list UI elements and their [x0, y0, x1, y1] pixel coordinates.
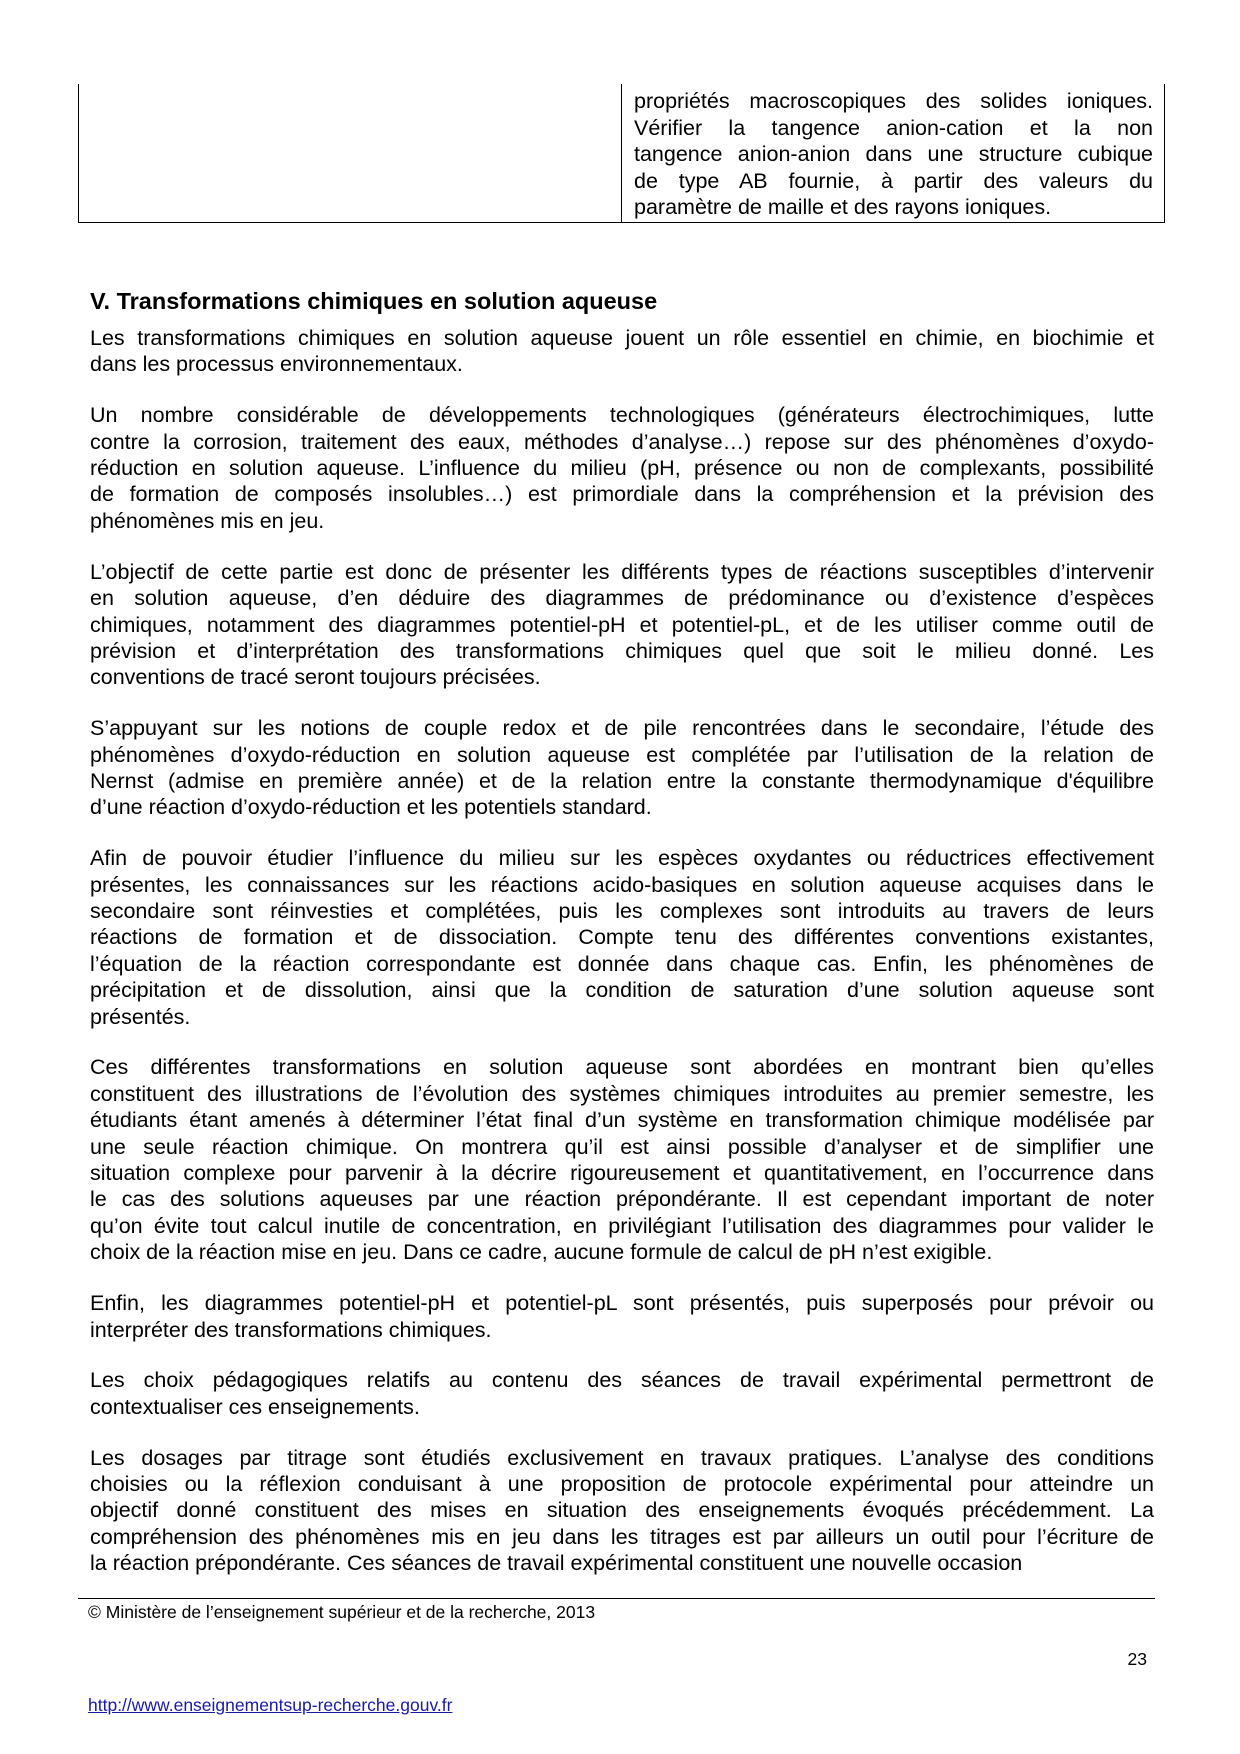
paragraph-line: phénomènes mis en jeu.: [90, 508, 325, 533]
paragraph-line: de formation de composés insolubles…) est primordiale dans la compréhension et la prévision des: [90, 482, 1154, 507]
paragraph: [90, 559, 1154, 691]
paragraph-line: l’équation de la réaction correspondante est donnée dans chaque cas. Enfin, les phénomènes de: [90, 951, 1154, 976]
table-line: propriétés macroscopiques des solides ioniques.: [634, 89, 1153, 113]
table-line: tangence anion-anion dans une structure cubique: [634, 142, 1153, 167]
paragraph-line: objectif donné constituent des mises en situation des enseignements évoqués précédemment. La: [90, 1498, 1154, 1523]
paragraph-line: Les dosages par titrage sont étudiés exclusivement en travaux pratiques. L’analyse des conditions: [90, 1445, 1154, 1470]
paragraph-line: la réaction prépondérante. Ces séances de travail expérimental constituent une nouvelle occasion: [90, 1551, 1023, 1576]
paragraph-line: constituent des illustrations de l’évolution des systèmes chimiques introduites au premier semestre, les: [90, 1081, 1154, 1106]
paragraph-line: étudiants étant amenés à déterminer l’état final d’un système en transformation chimique modélisée par: [90, 1108, 1154, 1133]
paragraph-line: Nernst (admise en première année) et de la relation entre la constante thermodynamique d'équilibre: [90, 768, 1154, 793]
page-number: 23: [1127, 1649, 1147, 1669]
footer-divider: [78, 1598, 1155, 1599]
section-body: [90, 325, 1154, 1601]
paragraph-line: phénomènes d’oxydo-réduction en solution aqueuse est complétée par l’utilisation de la relation de: [90, 742, 1154, 767]
paragraph-line: S’appuyant sur les notions de couple redox et de pile rencontrées dans le secondaire, l’étude des: [90, 716, 1154, 741]
table-cell-text: [622, 84, 1164, 222]
paragraph-line: Un nombre considérable de développements technologiques (générateurs électrochimiques, lutte: [90, 403, 1154, 428]
paragraph: [90, 1367, 1154, 1420]
paragraph: [90, 1290, 1154, 1343]
paragraph-line: Afin de pouvoir étudier l’influence du milieu sur les espèces oxydantes ou réductrices effectivement: [90, 846, 1154, 871]
paragraph: [90, 1054, 1154, 1265]
paragraph-line: réactions de formation et de dissociation. Compte tenu des différentes conventions existantes,: [90, 925, 1154, 950]
paragraph-line: le cas des solutions aqueuses par une réaction prépondérante. Il est cependant important de noter: [90, 1187, 1154, 1212]
paragraph-line: qu’on évite tout calcul inutile de concentration, en privilégiant l’utilisation des diagrammes pour valider le: [90, 1213, 1154, 1238]
section-title: V. Transformations chimiques en solution aqueuse: [90, 288, 658, 314]
paragraph-line: présentes, les connaissances sur les réactions acido-basiques en solution aqueuse acquises dans le: [90, 872, 1154, 897]
paragraph-line: choix de la réaction mise en jeu. Dans ce cadre, aucune formule de calcul de pH n’est exigible.: [90, 1240, 993, 1265]
paragraph-line: Les transformations chimiques en solution aqueuse jouent un rôle essentiel en chimie, en biochimie et: [90, 326, 1154, 350]
paragraph-line: compréhension des phénomènes mis en jeu dans les titrages est par ailleurs un outil pour l’écriture de: [90, 1524, 1154, 1549]
table-fragment: [78, 84, 1165, 223]
paragraph-line: contre la corrosion, traitement des eaux, méthodes d’analyse…) repose sur des phénomènes d’oxydo-: [90, 429, 1154, 454]
table-cell-empty: [79, 84, 622, 222]
paragraph-line: présentés.: [90, 1004, 191, 1029]
paragraph-line: interpréter des transformations chimiques.: [90, 1317, 492, 1342]
paragraph-line: Les choix pédagogiques relatifs au contenu des séances de travail expérimental permettront de: [90, 1368, 1154, 1393]
paragraph-line: en solution aqueuse, d’en déduire des diagrammes de prédominance ou d’existence d’espèces: [90, 586, 1154, 611]
paragraph-line: chimiques, notamment des diagrammes potentiel-pH et potentiel-pL, et de les utiliser comme outil de: [90, 612, 1154, 637]
paragraph-line: conventions de tracé seront toujours précisées.: [90, 665, 541, 690]
paragraph: [90, 1445, 1154, 1577]
paragraph-line: prévision et d’interprétation des transformations chimiques quel que soit le milieu donné. Les: [90, 638, 1154, 663]
paragraph-line: dans les processus environnementaux.: [90, 352, 463, 377]
paragraph-line: réduction en solution aqueuse. L’influence du milieu (pH, présence ou non de complexants, possibilité: [90, 456, 1154, 481]
paragraph-line: Ces différentes transformations en solution aqueuse sont abordées en montrant bien qu’elles: [90, 1055, 1154, 1080]
paragraph: [90, 402, 1154, 534]
paragraph: [90, 845, 1154, 1030]
paragraph-line: L’objectif de cette partie est donc de présenter les différents types de réactions susceptibles d’intervenir: [90, 559, 1154, 584]
paragraph: [90, 715, 1154, 821]
paragraph-line: d’une réaction d’oxydo-réduction et les potentiels standard.: [90, 795, 652, 820]
table-line: Vérifier la tangence anion-cation et la non: [634, 115, 1153, 140]
paragraph-line: secondaire sont réinvesties et complétées, puis les complexes sont introduits au travers de leurs: [90, 899, 1154, 924]
paragraph-line: situation complexe pour parvenir à la décrire rigoureusement et quantitativement, en l’occurrence dans: [90, 1161, 1154, 1186]
footer-link[interactable]: http://www.enseignementsup-recherche.gouv.fr: [88, 1695, 453, 1715]
footer-copyright: © Ministère de l’enseignement supérieur et de la recherche, 2013: [88, 1602, 596, 1622]
paragraph-line: une seule réaction chimique. On montrera qu’il est ainsi possible d’analyser et de simplifier une: [90, 1134, 1154, 1159]
table-line: paramètre de maille et des rayons ioniques.: [634, 195, 1052, 220]
paragraph-line: précipitation et de dissolution, ainsi que la condition de saturation d’une solution aqueuse sont: [90, 978, 1154, 1003]
paragraph: [90, 325, 1154, 378]
paragraph-line: Enfin, les diagrammes potentiel-pH et potentiel-pL sont présentés, puis superposés pour prévoir ou: [90, 1291, 1154, 1316]
paragraph-line: contextualiser ces enseignements.: [90, 1394, 420, 1419]
table-line: de type AB fournie, à partir des valeurs du: [634, 168, 1153, 193]
paragraph-line: choisies ou la réflexion conduisant à une proposition de protocole expérimental pour atteindre un: [90, 1472, 1154, 1497]
